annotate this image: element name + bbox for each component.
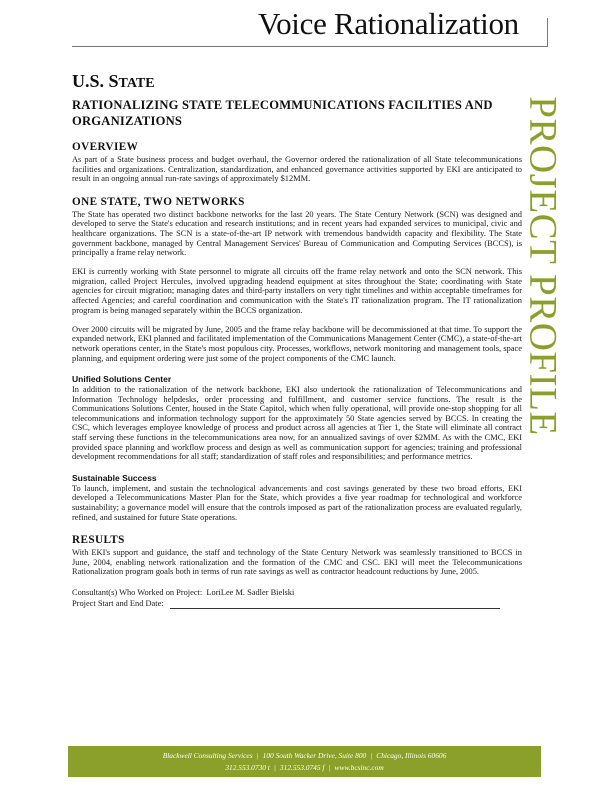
sustainable-body: To launch, implement, and sustain the technological advancements and cost savings generated by these two broad efforts, EKI developed a Telecommunications Master Plan for the State, which provides a five year roadmap for technological and workforce sustainability; a governance model will ensure that the controls imposed as part of the rationalization process are evaluated regularly, refined, and sustained for future State operations.	[72, 483, 522, 522]
footer-city: Chicago, Illinois 60606	[376, 751, 447, 760]
consultant-value: LoriLee M. Sadler Bielski	[206, 588, 295, 597]
networks-heading: ONE STATE, TWO NETWORKS	[72, 195, 245, 208]
footer-bar	[68, 746, 541, 777]
networks-paragraph-3: Over 2000 circuits will be migrated by June, 2005 and the frame relay backbone will be decommissioned at that time. To support the expanded network, EKI planned and facilitated implementation of the Communications Management Center (CMC), a state-of-the-art network operations center, in the State's most populous city. Processes, workflows, network monitoring and management tools, space planning, and equipment ordering were just some of the project components of the CMC launch.	[72, 324, 522, 363]
unified-body: In addition to the rationalization of the network backbone, EKI also undertook the rationalization of Telecommunications and Information Technology helpdesks, order processing and fulfillment, and customer service functions. The result is the Communications Solutions Center, housed in the State Capitol, which when fully operational, will provide one-stop shopping for all telecommunications and information technology support for the approximately 50 State agencies served by BCCS. In creating the CSC, which leverages employee knowledge of process and product across all agencies at Tier 1, the State will eliminate all contract staff serving these functions in the telecommunications area now, for an annualized savings of over $2MM. As with the CMC, EKI provided space planning and workflow process and design as well as communication support for agencies; training and professional development recommendations for all staff; standardization of staff roles and responsibilities; and performance metrics.	[72, 385, 522, 462]
consultant-label: Consultant(s) Who Worked on Project:	[72, 588, 203, 597]
dates-row	[72, 599, 522, 610]
side-label	[517, 66, 569, 466]
header-rule	[72, 46, 547, 47]
overview-heading: OVERVIEW	[72, 141, 139, 153]
overview-body: As part of a State business process and budget overhaul, the Governor ordered the rationalization of all State telecommunications facilities and organizations. Centralization, standardization, and enhanced governance activities supported by EKI are anticipated to result in an ongoing annual run-rate savings of approximately $12MM.	[72, 155, 522, 184]
client-name-first: U.S. S	[72, 71, 119, 91]
footer-line-2: 312.553.0730 t | 312.553.0745 f | www.bcsinc.com	[225, 763, 384, 772]
footer-phone: 312.553.0730 t	[225, 763, 270, 772]
project-subtitle: RATIONALIZING STATE TELECOMMUNICATIONS FACILITIES AND ORGANIZATIONS	[72, 98, 493, 128]
consultant-row	[72, 588, 522, 599]
footer-company: Blackwell Consulting Services	[162, 751, 253, 760]
header-vertical-rule	[547, 18, 548, 47]
main-content	[72, 70, 522, 609]
client-name-rest: TATE	[118, 76, 155, 91]
consultant-block	[72, 588, 522, 609]
footer-address: 100 South Wacker Drive, Suite 800	[262, 751, 367, 760]
document-title: Voice Rationalization	[258, 6, 519, 41]
footer-line-1: Blackwell Consulting Services | 100 South Wacker Drive, Suite 800 | Chicago, Illinois 60606	[162, 751, 447, 760]
sustainable-heading: Sustainable Success	[72, 472, 157, 483]
dates-fill-line	[170, 599, 500, 609]
results-body: With EKI's support and guidance, the staff and technology of the State Century Network was seamlessly transitioned to BCCS in June, 2004, enabling network rationalization and the formation of the CMC and CSC. EKI will meet the Telecommunications Rationalization program goals both in terms of run rate savings as well as contractor headcount reductions by June, 2005.	[72, 548, 522, 577]
client-name	[72, 70, 522, 95]
dates-label: Project Start and End Date:	[72, 598, 164, 608]
unified-heading: Unified Solutions Center	[72, 374, 172, 385]
side-label-text: PROJECT PROFILE	[521, 96, 565, 436]
networks-paragraph-2: EKI is currently working with State personnel to migrate all circuits off the frame relay network and onto the SCN network. This migration, called Project Hercules, involved upgrading headend equipment at sites throughout the State; coordinating with State agencies for circuit migration; managing dates and third-party installers on very tight timelines and within acceptable timeframes for affected Agencies; and careful coordination and communication with the State's IT rationalization program. The IT rationalization program is being managed separately within the BCCS organization.	[72, 267, 522, 315]
results-heading: RESULTS	[72, 534, 125, 547]
footer-fax: 312.553.0745 f	[279, 763, 325, 772]
footer-web[interactable]: www.bcsinc.com	[334, 763, 384, 772]
networks-paragraph-1: The State has operated two distinct backbone networks for the last 20 years. The State Century Network (SCN) was designed and developed to serve the State's education and research institutions; and in recent years had expanded services to municipal, civic and healthcare organizations. The SCN is a state-of-the-art IP network with tremendous bandwidth capacity and flexibility. The State government backbone, managed by Central Management Services' Bureau of Communication and Computing Services (BCCS), is principally a frame relay network.	[72, 209, 522, 258]
